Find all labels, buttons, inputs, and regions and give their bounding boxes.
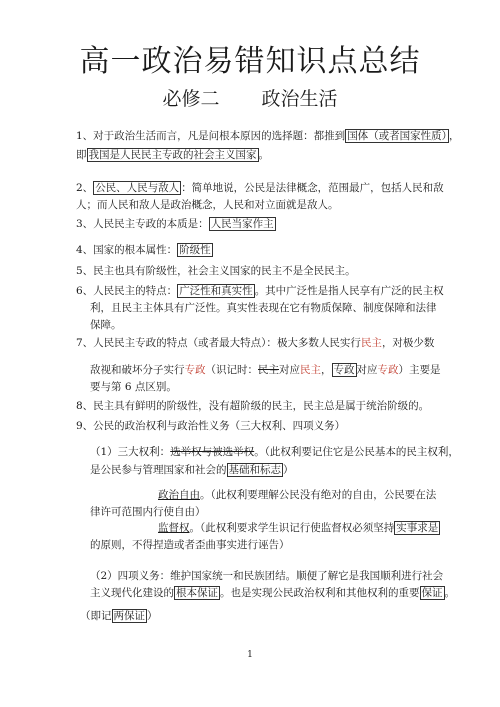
duties-line-1: （2）四项义务：维护国家统一和民族团结。顺便了解它是我国顺利进行社会	[90, 570, 444, 582]
rights-line-6: 的原则，不得捏造或者歪曲事实进行诬告）	[90, 539, 290, 551]
highlight-box: 我国是人民民主专政的社会主义国家	[88, 149, 257, 161]
duties-line-2: 主义现代化建设的 根本保证 。也是实现公民政治权利和其他权利的重要 保证 。	[90, 587, 455, 599]
rights-line-2: 是公民参与管理国家和社会的 基础和标志 ）	[90, 464, 294, 476]
item-6-line-3: 保障。	[90, 319, 122, 331]
highlight-box: 广泛性和真实性	[179, 285, 253, 297]
item-2-line-2: 人；而人民和敌人是政治概念，人民和对立面就是敌人。	[76, 199, 339, 211]
highlight-box: 两保证	[113, 610, 145, 622]
item-6-line-2: 利，且民主主体具有广泛性。真实性表现在它有物质保障、制度保障和法律	[90, 302, 437, 314]
item-3: 3、人民民主专政的本质是： 人民当家作主	[76, 218, 274, 230]
highlight-box: 保证	[421, 587, 443, 599]
rights-line-5: 监督权。（此权利要求学生识记行使监督权必须坚持 实事求是	[158, 522, 439, 534]
highlight-box: 实事求是	[396, 522, 439, 534]
item-4: 4、国家的根本属性： 阶级性	[76, 244, 211, 256]
highlight-box: 国体（或者国家性质）	[347, 130, 447, 142]
subtitle-left: 必修二	[162, 88, 220, 110]
item-1-line-1: 1、对于政治生活而言，凡是问根本原因的选择题：都推到 国体（或者国家性质） ，	[76, 130, 460, 142]
rights-line-1: （1）三大权利：选举权与被选举权。（此权利要记住它是公民基本的民主权利，	[90, 446, 459, 458]
item-8: 8、民主具有鲜明的阶级性，没有超阶级的民主，民主总是属于统治阶级的。	[76, 400, 430, 412]
highlight-box: 基础和标志	[228, 464, 281, 476]
item-7-line-2: 敌视和破坏分子实行专政（识记时：民主对应民主， 专政 对应专政）主要是	[90, 364, 441, 376]
highlight-box: 公民、人民与敌人	[95, 182, 180, 194]
rights-line-4: 律许可范围内行使自由）	[90, 506, 206, 518]
page-subtitle	[0, 84, 500, 111]
item-9: 9、公民的政治权利与政治性义务（三大权利、四项义务）	[76, 420, 346, 432]
item-2-line-1: 2、 公民、人民与敌人 ：简单地说，公民是法律概念，范围最广，包括人民和敌	[76, 182, 444, 194]
highlight-box: 人民当家作主	[210, 218, 274, 230]
rights-line-3: 政治自由。（此权利要理解公民没有绝对的自由，公民要在法	[158, 489, 437, 501]
highlight-box: 专政	[333, 364, 355, 376]
item-5: 5、民主也具有阶级性，社会主义国家的民主不是全民民主。	[76, 265, 356, 277]
page-title: 高一政治易错知识点总结	[79, 44, 421, 79]
duties-line-3: （即记 两保证 ）	[80, 610, 158, 622]
page-number: 1	[247, 650, 253, 660]
highlight-box: 根本保证	[176, 587, 218, 599]
item-6-line-1: 6、人民民主的特点： 广泛性和真实性 。其中广泛性是指人民享有广泛的民主权	[76, 285, 444, 297]
item-7-line-3: 要与第 6 点区别。	[90, 381, 177, 393]
item-7-line-1: 7、人民民主专政的特点（或者最大特点）：极大多数人民实行民主，对极少数	[76, 337, 435, 349]
highlight-box: 阶级性	[179, 244, 211, 256]
subtitle-right: 政治生活	[261, 88, 338, 110]
item-1-line-2: 即 我国是人民民主专政的社会主义国家 。	[76, 149, 269, 161]
